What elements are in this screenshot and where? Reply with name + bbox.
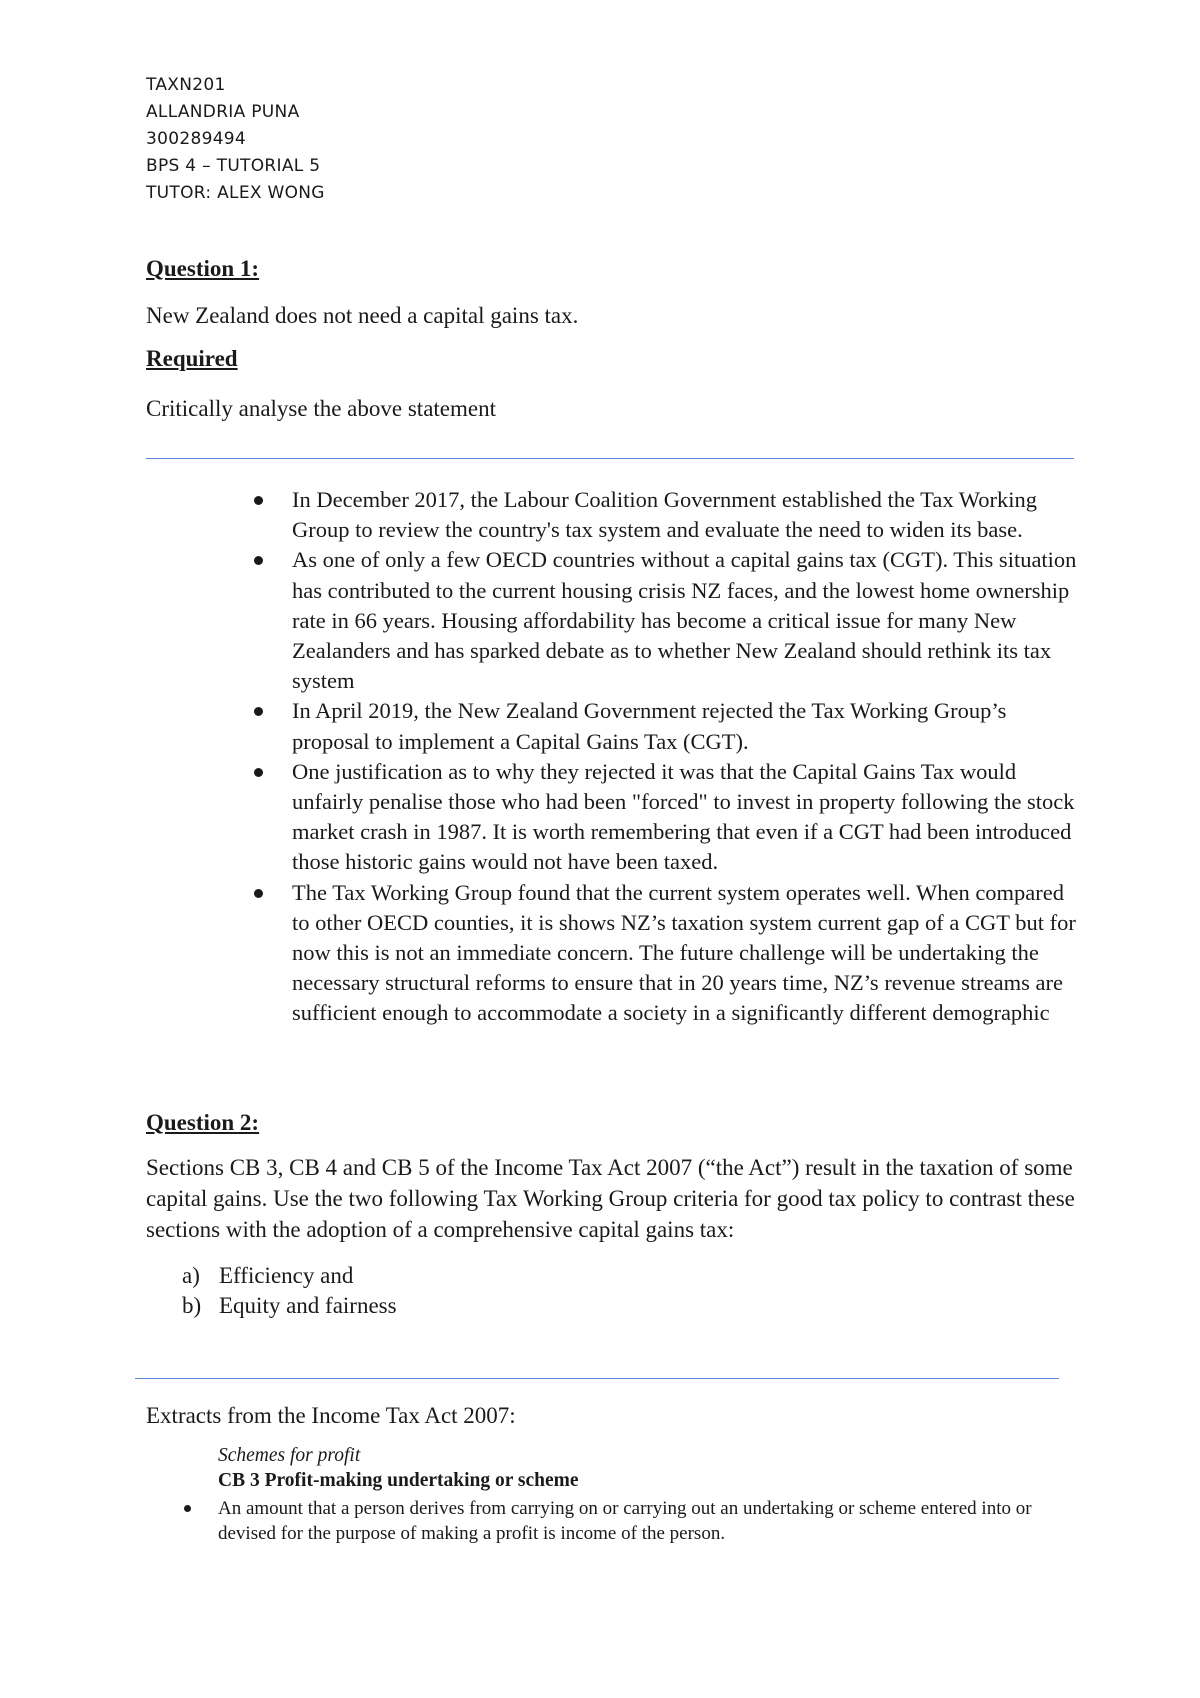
extract-section-heading: CB 3 Profit-making undertaking or scheme (218, 1470, 579, 1491)
required-heading: Required (146, 346, 238, 371)
list-item: The Tax Working Group found that the current system operates well. When compared to other OECD counties, it is shows NZ’s taxation system current gap of a CGT but for now this is not an immediate concern. The future challenge will be undertaking the necessary structural reforms to ensure that in 20 years time, NZ’s revenue streams are sufficient enough to accommodate a society in a significantly different demographic (254, 878, 1084, 1029)
student-header (146, 72, 325, 207)
bullet-icon (254, 889, 263, 898)
extract-subheading: Schemes for profit (218, 1445, 361, 1466)
bullet-icon (254, 768, 263, 777)
bullet-icon (254, 707, 263, 716)
criteria-list (182, 1261, 397, 1321)
question-2-heading: Question 2: (146, 1110, 260, 1135)
divider-line (146, 458, 1074, 459)
list-item: An amount that a person derives from carrying on or carrying out an undertaking or scheme entered into or devised for the purpose of making a profit is income of the person. (184, 1496, 1064, 1546)
list-item: In December 2017, the Labour Coalition Government established the Tax Working Group to review the country's tax system and evaluate the need to widen its base. (254, 485, 1084, 545)
list-item: As one of only a few OECD countries without a capital gains tax (CGT). This situation has contributed to the current housing crisis NZ faces, and the lowest home ownership rate in 66 years. Housing affordability has become a critical issue for many New Zealanders and has sparked debate as to whether New Zealand should rethink its tax system (254, 545, 1084, 696)
list-item: b) Equity and fairness (182, 1291, 397, 1321)
list-item: a) Efficiency and (182, 1261, 397, 1291)
list-item: One justification as to why they rejected it was that the Capital Gains Tax would unfairly penalise those who had been "forced" to invest in property following the stock market crash in 1987. It is worth remembering that even if a CGT had been introduced those historic gains would not have been taxed. (254, 757, 1084, 878)
question-1-heading: Question 1: (146, 256, 260, 281)
list-item: In April 2019, the New Zealand Government rejected the Tax Working Group’s proposal to implement a Capital Gains Tax (CGT). (254, 696, 1084, 756)
tutorial-label: BPS 4 – TUTORIAL 5 (146, 156, 321, 176)
student-name: ALLANDRIA PUNA (146, 102, 300, 122)
bullet-icon (184, 1505, 191, 1512)
tutor-name: TUTOR: ALEX WONG (146, 183, 325, 203)
extract-bullet-list (184, 1496, 1064, 1546)
list-marker: b) (182, 1293, 202, 1318)
question-2-prompt: Sections CB 3, CB 4 and CB 5 of the Income Tax Act 2007 (“the Act”) result in the taxation of some capital gains. Use the two following Tax Working Group criteria for good tax policy to contrast these sections with the adoption of a comprehensive capital gains tax: (146, 1155, 1075, 1242)
student-id: 300289494 (146, 129, 247, 149)
bullet-icon (254, 496, 263, 505)
list-marker: a) (182, 1263, 200, 1288)
course-code: TAXN201 (146, 75, 226, 95)
question-1-instruction: Critically analyse the above statement (146, 396, 496, 421)
divider-line (135, 1378, 1059, 1379)
extracts-intro: Extracts from the Income Tax Act 2007: (146, 1403, 516, 1428)
bullet-icon (254, 556, 263, 565)
question-1-statement: New Zealand does not need a capital gains tax. (146, 303, 579, 328)
answer-bullet-list (254, 485, 1084, 1029)
